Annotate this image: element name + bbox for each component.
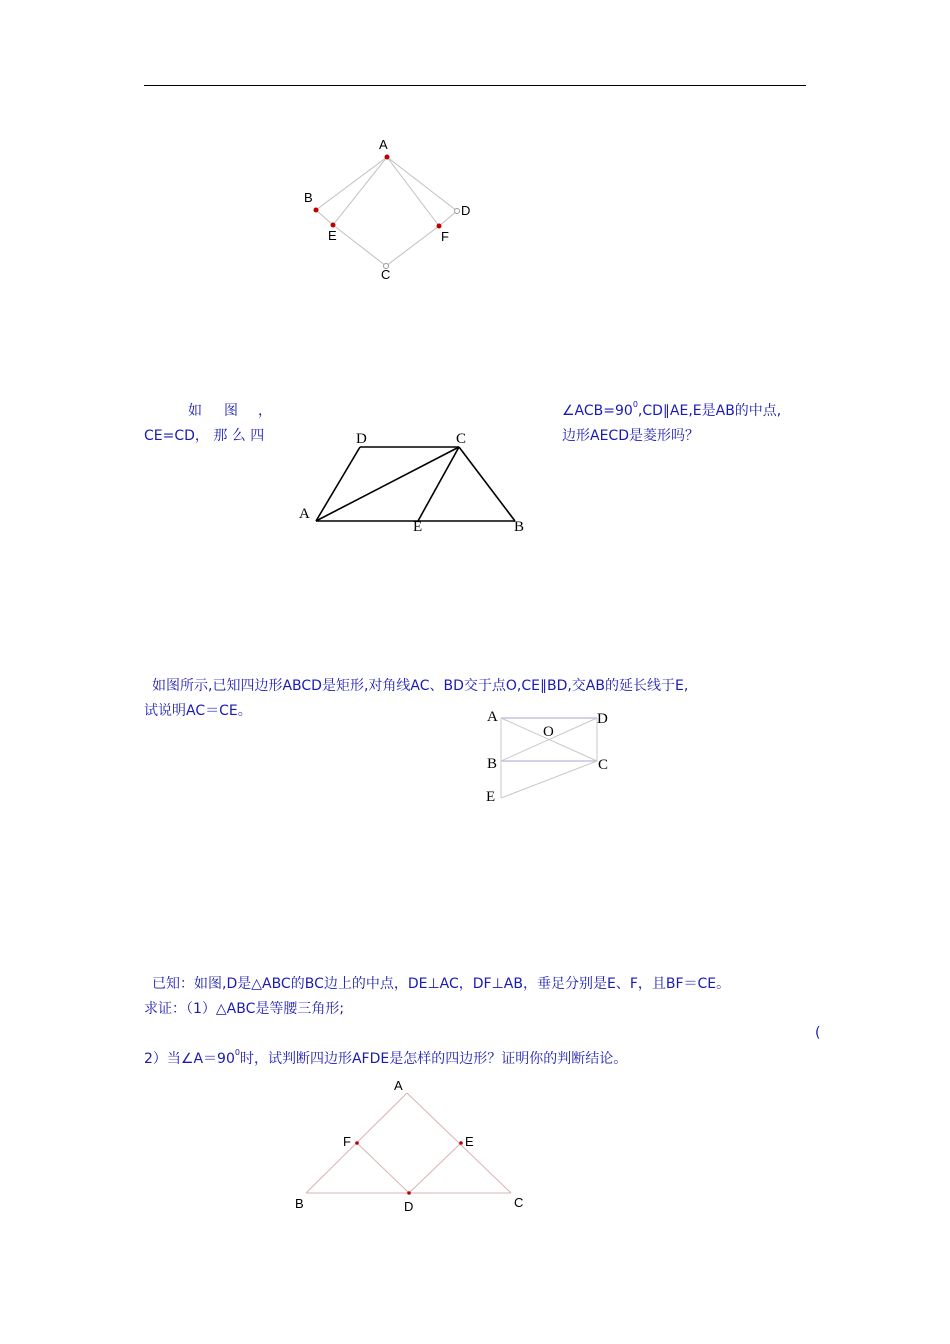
word-comma: ， — [258, 403, 272, 419]
label-a: A — [394, 1078, 403, 1093]
problem3-line1: 已知：如图,D是△ABC的BC边上的中点，DE⊥AC，DF⊥AB，垂足分别是E、F，且BF＝CE。 — [152, 976, 731, 992]
point-e — [459, 1141, 463, 1145]
label-o: O — [543, 724, 554, 740]
problem1-line2-right: 边形AECD是菱形吗？ — [562, 428, 699, 444]
problem2-line2: 试说明AC＝CE。 — [144, 703, 252, 719]
label-c: C — [456, 431, 467, 447]
condition-text: ,CD∥AE,E是AB的中点, — [637, 403, 782, 419]
label-f: F — [343, 1134, 351, 1149]
label-f: F — [441, 229, 449, 244]
problem1-line2-left: CE=CD， 那 么 四 — [144, 428, 265, 444]
degree-sup: 0 — [632, 400, 638, 409]
label-b: B — [295, 1196, 304, 1211]
label-a: A — [487, 709, 498, 725]
label-b: B — [487, 756, 498, 772]
problem2-line1: 如图所示,已知四边形ABCD是矩形,对角线AC、BD交于点O,CE∥BD,交AB的延长线于E, — [152, 678, 689, 694]
label-e: E — [413, 519, 423, 535]
label-b: B — [304, 190, 313, 205]
part2-prefix: 2）当∠A＝90 — [144, 1051, 235, 1067]
word-ru: 如 — [188, 403, 202, 419]
word-tu: 图 — [224, 403, 238, 419]
label-d: D — [597, 711, 608, 727]
label-b: B — [514, 519, 525, 535]
label-e: E — [465, 1134, 474, 1149]
label-e: E — [486, 789, 496, 805]
part2-question: 时，试判断四边形AFDE是怎样的四边形？证明你的判断结论。 — [239, 1051, 628, 1067]
point-d — [407, 1191, 411, 1195]
label-d: D — [356, 431, 367, 447]
label-a: A — [299, 506, 310, 522]
label-a: A — [379, 137, 388, 152]
label-c: C — [381, 267, 391, 282]
degree-sup: 0 — [234, 1048, 240, 1057]
label-e: E — [328, 228, 337, 243]
label-d: D — [404, 1199, 414, 1214]
angle-text: ∠ACB=90 — [562, 403, 633, 419]
point-f — [355, 1141, 359, 1145]
label-d: D — [461, 203, 471, 218]
problem3-paren: ( — [815, 1025, 821, 1041]
problem3-line2: 求证：（1）△ABC是等腰三角形; — [144, 1001, 345, 1017]
label-c: C — [598, 757, 609, 773]
label-c: C — [514, 1195, 524, 1210]
